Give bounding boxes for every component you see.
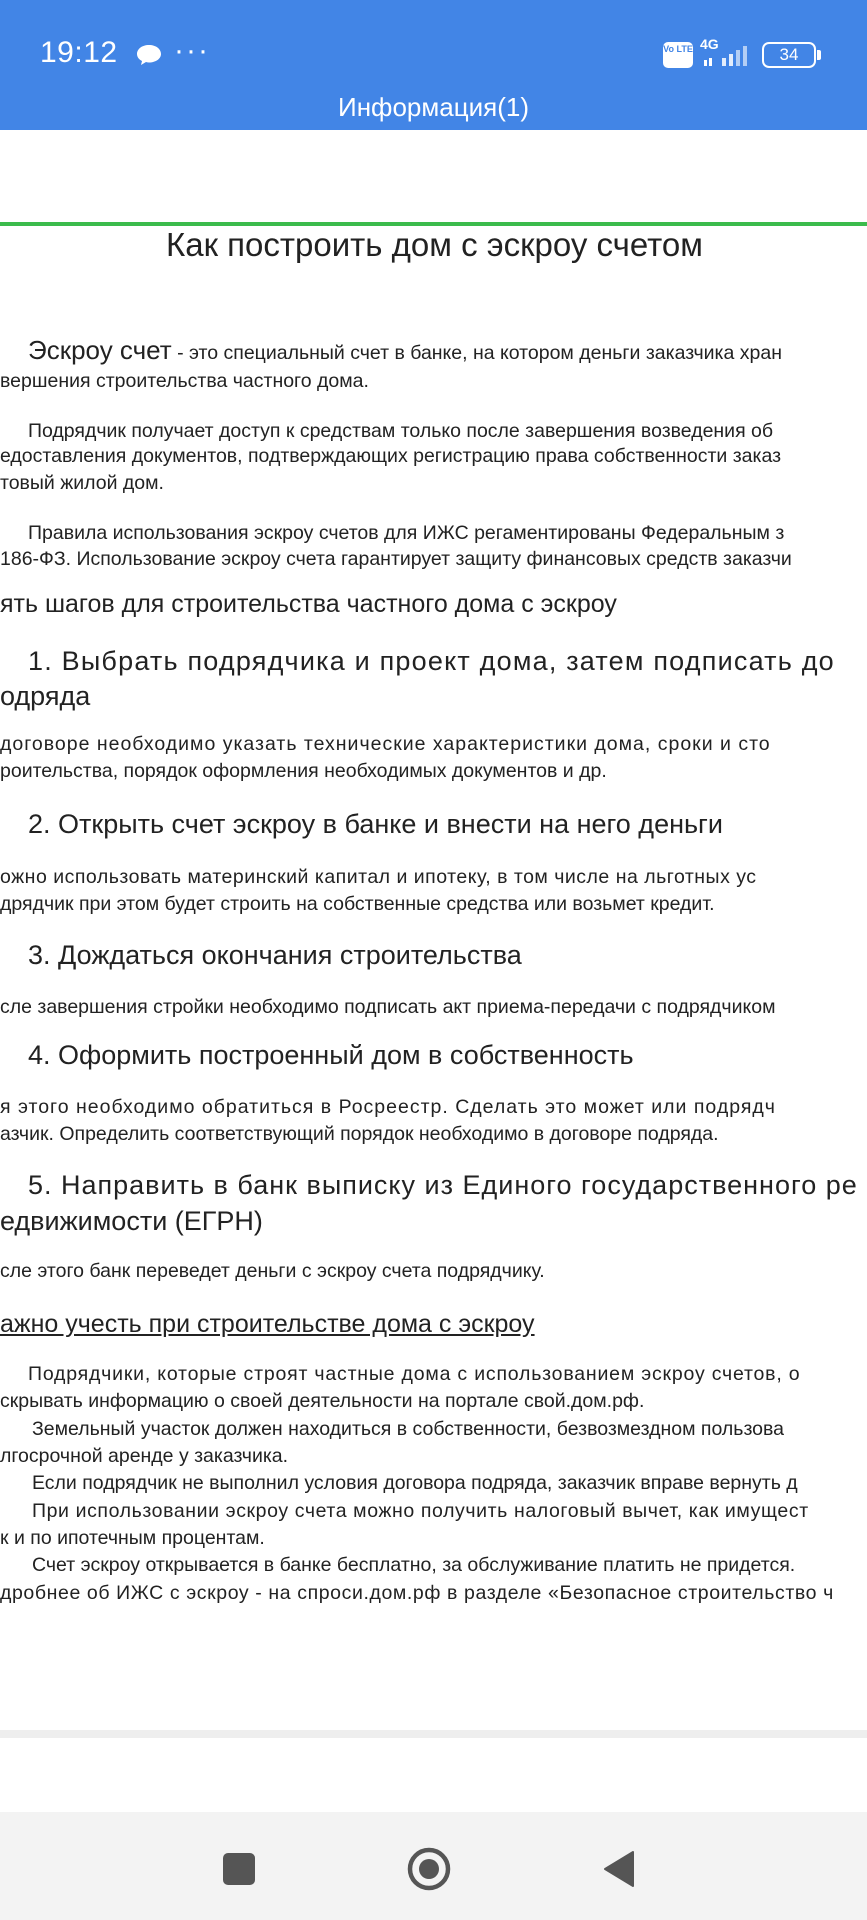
para2-line-3: товый жилой дом. bbox=[0, 472, 164, 494]
chat-bubble-icon bbox=[136, 44, 162, 66]
note-line-7: к и по ипотечным процентам. bbox=[0, 1527, 265, 1549]
step4-text-line-2: азчик. Определить соответствующий порядок необходимо в договоре подряда. bbox=[0, 1123, 719, 1145]
para2-line-2: едоставления документов, подтверждающих регистрацию права собственности заказ bbox=[0, 445, 782, 467]
step5-title-line-2: едвижимости (ЕГРН) bbox=[0, 1206, 263, 1236]
step1-text-line-2: роительства, порядок оформления необходимых документов и др. bbox=[0, 760, 607, 782]
horizontal-scrollbar[interactable] bbox=[0, 1730, 867, 1738]
status-time: 19:12 bbox=[40, 36, 118, 69]
intro-text: - это специальный счет в банке, на котором деньги заказчика хран bbox=[171, 342, 782, 364]
more-dots-icon: ··· bbox=[174, 34, 210, 67]
step2-text-line-1: ожно использовать материнский капитал и ипотеку, в том числе на льготных ус bbox=[0, 866, 757, 888]
page-title: Информация(1) bbox=[338, 92, 529, 122]
note-line-6: При использовании эскроу счета можно получить налоговый вычет, как имущест bbox=[32, 1500, 809, 1522]
article-heading: Как построить дом с эскроу счетом bbox=[166, 226, 703, 263]
intro-line-2: вершения строительства частного дома. bbox=[0, 370, 369, 392]
para2-line-1: Подрядчик получает доступ к средствам только после завершения возведения об bbox=[28, 420, 774, 442]
step2-title: 2. Открыть счет эскроу в банке и внести на него деньги bbox=[28, 809, 723, 839]
para3-line-1: Правила использования эскроу счетов для ИЖС регаментированы Федеральным з bbox=[28, 522, 785, 544]
note-line-4: лгосрочной аренде у заказчика. bbox=[0, 1445, 289, 1467]
step1-title-line-2: одряда bbox=[0, 681, 91, 711]
signal-icon bbox=[702, 44, 754, 68]
note-line-9: дробнее об ИЖС с эскроу - на спроси.дом.рф в разделе «Безопасное строительство ч bbox=[0, 1582, 834, 1604]
home-circle-icon[interactable] bbox=[406, 1846, 452, 1892]
step3-title: 3. Дождаться окончания строительства bbox=[28, 940, 522, 970]
step4-title: 4. Оформить построенный дом в собственность bbox=[28, 1040, 634, 1070]
back-triangle-icon[interactable] bbox=[602, 1850, 636, 1888]
step1-text-line-1: договоре необходимо указать технические характеристики дома, сроки и сто bbox=[0, 733, 771, 755]
note-line-5: Если подрядчик не выполнил условия договора подряда, заказчик вправе вернуть д bbox=[32, 1472, 798, 1494]
network-type-label: 4G bbox=[700, 36, 719, 52]
note-line-3: Земельный участок должен находиться в собственности, безвозмездном пользова bbox=[32, 1418, 784, 1440]
notes-heading: ажно учесть при строительстве дома с эскроу bbox=[0, 1310, 535, 1338]
top-bar bbox=[0, 0, 867, 130]
recents-square-icon[interactable] bbox=[222, 1852, 256, 1886]
note-line-1: Подрядчики, которые строят частные дома с использованием эскроу счетов, о bbox=[28, 1363, 801, 1385]
battery-tip bbox=[817, 50, 821, 60]
intro-lead-word: Эскроу счет bbox=[28, 335, 172, 365]
step1-title-line-1: 1. Выбрать подрядчика и проект дома, затем подписать до bbox=[28, 646, 835, 676]
note-line-8: Счет эскроу открывается в банке бесплатно, за обслуживание платить не придется. bbox=[32, 1554, 796, 1576]
step4-text-line-1: я этого необходимо обратиться в Росреестр. Сделать это может или подрядч bbox=[0, 1096, 776, 1118]
step2-text-line-2: дрядчик при этом будет строить на собственные средства или возьмет кредит. bbox=[0, 893, 715, 915]
document-view[interactable] bbox=[0, 130, 867, 1740]
step5-title-line-1: 5. Направить в банк выписку из Единого государственного ре bbox=[28, 1170, 858, 1200]
volte-icon: Vo LTE bbox=[663, 42, 693, 68]
battery-icon: 34 bbox=[762, 42, 816, 68]
para3-line-2: 186-ФЗ. Использование эскроу счета гарантирует защиту финансовых средств заказчи bbox=[0, 548, 792, 570]
intro-line-1 bbox=[28, 335, 782, 366]
step5-text-line-1: сле этого банк переведет деньги с эскроу счета подрядчику. bbox=[0, 1260, 545, 1282]
note-line-2: скрывать информацию о своей деятельности на портале свой.дом.рф. bbox=[0, 1390, 645, 1412]
steps-heading: ять шагов для строительства частного дома с эскроу bbox=[0, 590, 617, 618]
step3-text-line-1: сле завершения стройки необходимо подписать акт приема-передачи с подрядчиком bbox=[0, 996, 776, 1018]
system-nav-bar bbox=[0, 1812, 867, 1920]
